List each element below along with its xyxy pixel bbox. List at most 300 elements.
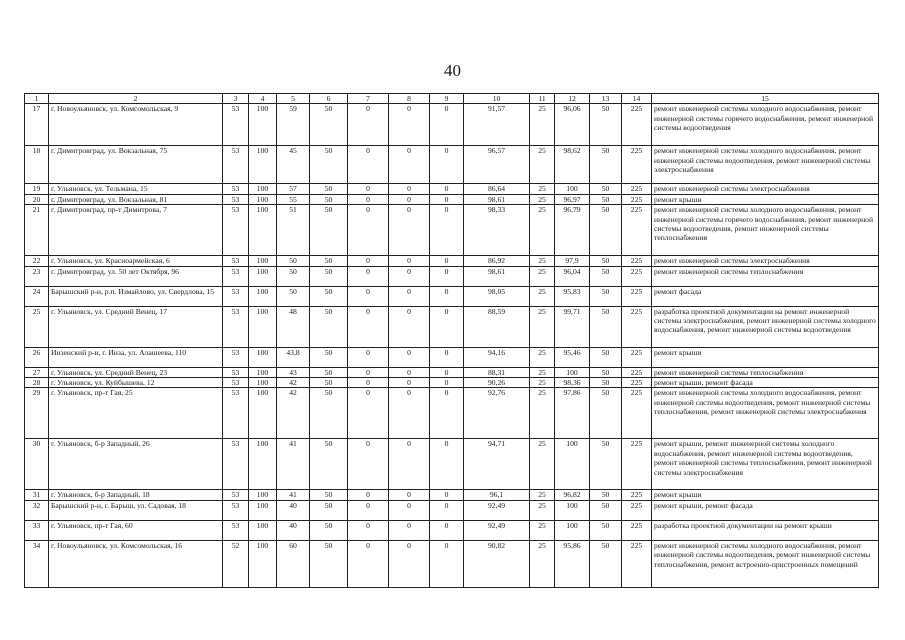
table-cell: 50 (590, 540, 622, 587)
table-cell: 100 (249, 256, 277, 266)
page-number: 40 (444, 61, 461, 80)
column-header: 1 (25, 94, 49, 104)
table-cell: 0 (389, 256, 430, 266)
works-cell: ремонт крыши (652, 490, 879, 500)
table-cell: 0 (348, 378, 389, 388)
table-cell: 0 (389, 286, 430, 306)
table-row (25, 490, 879, 500)
column-header: 7 (348, 94, 389, 104)
table-cell: 98,36 (555, 378, 590, 388)
table-cell: 86,92 (464, 256, 530, 266)
table-cell: 50 (310, 205, 348, 256)
table-cell: 0 (430, 388, 464, 439)
table-cell: 25 (530, 266, 555, 286)
table-cell: 100 (555, 367, 590, 377)
column-header: 2 (49, 94, 223, 104)
table-cell: 86,64 (464, 184, 530, 194)
table-cell: 98,61 (464, 266, 530, 286)
table-cell: 0 (430, 367, 464, 377)
table-cell: 25 (530, 205, 555, 256)
table-cell: 25 (530, 500, 555, 520)
table-row (25, 266, 879, 286)
table-cell: 95,46 (555, 347, 590, 367)
table-cell: 98,05 (464, 286, 530, 306)
table-cell: 22 (25, 256, 49, 266)
table-cell: 0 (430, 347, 464, 367)
table-cell: 0 (348, 439, 389, 490)
column-header: 12 (555, 94, 590, 104)
works-cell: ремонт инженерной системы холодного водоснабжения, ремонт инженерной системы водоотведения, ремонт инженерной системы теплоснабжения, ремонт встроенно-пристроенных помещений (652, 540, 879, 587)
table-cell: 50 (310, 490, 348, 500)
table-cell: 53 (223, 205, 249, 256)
address-cell: г. Новоульяновск, ул. Комсомольская, 9 (49, 104, 223, 146)
table-cell: 225 (622, 306, 652, 347)
table-cell: 0 (348, 388, 389, 439)
table-cell: 0 (389, 194, 430, 204)
table-cell: 50 (310, 266, 348, 286)
table-cell: 91,57 (464, 104, 530, 146)
table-cell: 100 (249, 347, 277, 367)
table-cell: 53 (223, 388, 249, 439)
table-cell: 225 (622, 256, 652, 266)
table-cell: 88,31 (464, 367, 530, 377)
works-cell: ремонт инженерной системы теплоснабжения (652, 367, 879, 377)
column-header: 9 (430, 94, 464, 104)
table-cell: 50 (590, 205, 622, 256)
table-cell: 0 (389, 490, 430, 500)
table-cell: 0 (348, 256, 389, 266)
table-cell: 0 (430, 490, 464, 500)
address-cell: г. Ульяновск, ул. Средний Венец, 17 (49, 306, 223, 347)
table-cell: 50 (310, 256, 348, 266)
table-cell: 0 (348, 540, 389, 587)
table-cell: 53 (223, 490, 249, 500)
address-cell: Инзенский р-н, г. Инза, ул. Алашеева, 110 (49, 347, 223, 367)
table-cell: 225 (622, 104, 652, 146)
table-cell: 50 (277, 266, 310, 286)
table-row (25, 520, 879, 540)
table-cell: 225 (622, 388, 652, 439)
table-cell: 225 (622, 266, 652, 286)
table-cell: 88,59 (464, 306, 530, 347)
works-cell: ремонт инженерной системы холодного водоснабжения, ремонт инженерной системы водоотведения, ремонт инженерной системы электроснабжения (652, 146, 879, 184)
address-cell: г. Ульяновск, пр-т Гая, 60 (49, 520, 223, 540)
table-cell: 100 (249, 367, 277, 377)
table-cell: 25 (530, 540, 555, 587)
address-cell: г. Димитровград, ул. 50 лет Октября, 96 (49, 266, 223, 286)
table-cell: 25 (530, 104, 555, 146)
table-cell: 50 (310, 367, 348, 377)
works-cell: разработка проектной документации на ремонт крыши (652, 520, 879, 540)
table-cell: 24 (25, 286, 49, 306)
table-cell: 0 (389, 306, 430, 347)
table-cell: 95,83 (555, 286, 590, 306)
table-cell: 53 (223, 520, 249, 540)
table-cell: 0 (389, 520, 430, 540)
table-cell: 0 (389, 378, 430, 388)
table-cell: 25 (530, 194, 555, 204)
table-row (25, 347, 879, 367)
table-cell: 50 (590, 286, 622, 306)
table-cell: 0 (430, 378, 464, 388)
address-cell: г. Ульяновск, ул. Красноармейская, 6 (49, 256, 223, 266)
table-cell: 25 (530, 490, 555, 500)
table-row (25, 146, 879, 184)
table-cell: 0 (430, 540, 464, 587)
table-cell: 50 (310, 146, 348, 184)
table-cell: 31 (25, 490, 49, 500)
table-cell: 100 (249, 388, 277, 439)
column-header: 8 (389, 94, 430, 104)
table-cell: 0 (389, 104, 430, 146)
table-cell: 50 (590, 194, 622, 204)
table-cell: 225 (622, 367, 652, 377)
works-cell: ремонт инженерной системы электроснабжения (652, 184, 879, 194)
address-cell: Барышский р-н, г. Барыш, ул. Садовая, 18 (49, 500, 223, 520)
column-header: 15 (652, 94, 879, 104)
table-cell: 96,06 (555, 104, 590, 146)
table-cell: 50 (310, 439, 348, 490)
table-cell: 50 (310, 540, 348, 587)
table-row (25, 367, 879, 377)
table-cell: 94,71 (464, 439, 530, 490)
table-cell: 0 (430, 104, 464, 146)
table-cell: 100 (249, 266, 277, 286)
table-cell: 50 (310, 500, 348, 520)
table-cell: 0 (348, 266, 389, 286)
table-cell: 53 (223, 194, 249, 204)
table-cell: 100 (249, 194, 277, 204)
table-row (25, 256, 879, 266)
works-cell: ремонт инженерной системы электроснабжения (652, 256, 879, 266)
column-header: 3 (223, 94, 249, 104)
table-cell: 0 (430, 520, 464, 540)
table-cell: 100 (249, 540, 277, 587)
address-cell: г. Новоульяновск, ул. Комсомольская, 16 (49, 540, 223, 587)
table-cell: 60 (277, 540, 310, 587)
table-cell: 50 (590, 266, 622, 286)
table-cell: 100 (555, 520, 590, 540)
table-cell: 96,57 (464, 146, 530, 184)
address-cell: г. Ульяновск, пр-т Гая, 25 (49, 388, 223, 439)
address-cell: г. Ульяновск, ул. Средний Венец, 23 (49, 367, 223, 377)
address-cell: г. Ульяновск, б-р Западный, 18 (49, 490, 223, 500)
table-cell: 96,82 (555, 490, 590, 500)
table-cell: 99,71 (555, 306, 590, 347)
table-cell: 225 (622, 490, 652, 500)
table-cell: 25 (530, 286, 555, 306)
table-cell: 53 (223, 378, 249, 388)
table-cell: 50 (590, 184, 622, 194)
table-cell: 57 (277, 184, 310, 194)
table-cell: 0 (389, 184, 430, 194)
table-cell: 92,49 (464, 500, 530, 520)
table-cell: 50 (310, 520, 348, 540)
table-cell: 100 (249, 378, 277, 388)
table-cell: 98,62 (555, 146, 590, 184)
table-cell: 96,04 (555, 266, 590, 286)
table-cell: 53 (223, 439, 249, 490)
table-cell: 100 (555, 439, 590, 490)
table-cell: 94,16 (464, 347, 530, 367)
table-cell: 0 (348, 347, 389, 367)
table-cell: 225 (622, 520, 652, 540)
table-cell: 0 (348, 500, 389, 520)
table-cell: 0 (389, 367, 430, 377)
table-cell: 100 (249, 490, 277, 500)
table-cell: 59 (277, 104, 310, 146)
table-cell: 225 (622, 500, 652, 520)
table-cell: 25 (25, 306, 49, 347)
table-row (25, 388, 879, 439)
table-cell: 225 (622, 205, 652, 256)
works-cell: ремонт крыши (652, 347, 879, 367)
table-cell: 50 (590, 378, 622, 388)
table-cell: 98,33 (464, 205, 530, 256)
column-header: 10 (464, 94, 530, 104)
table-cell: 0 (348, 306, 389, 347)
column-header: 5 (277, 94, 310, 104)
table-cell: 0 (430, 205, 464, 256)
table-cell: 20 (25, 194, 49, 204)
table-cell: 97,86 (555, 388, 590, 439)
header-row (25, 94, 879, 104)
table-cell: 30 (25, 439, 49, 490)
table-cell: 0 (348, 104, 389, 146)
table-cell: 34 (25, 540, 49, 587)
table-cell: 0 (430, 286, 464, 306)
table-cell: 100 (249, 306, 277, 347)
table-cell: 43 (277, 367, 310, 377)
table-cell: 0 (430, 184, 464, 194)
table-cell: 92,76 (464, 388, 530, 439)
table-cell: 53 (223, 266, 249, 286)
table-cell: 25 (530, 306, 555, 347)
table-cell: 225 (622, 439, 652, 490)
table-cell: 225 (622, 184, 652, 194)
table-cell: 25 (530, 388, 555, 439)
table-cell: 32 (25, 500, 49, 520)
table-cell: 25 (530, 256, 555, 266)
data-table (24, 93, 879, 588)
table-cell: 53 (223, 347, 249, 367)
works-cell: ремонт крыши, ремонт инженерной системы холодного водоснабжения, ремонт инженерной системы водоотведения, ремонт инженерной системы теплоснабжения, ремонт инженерной системы электроснабжения (652, 439, 879, 490)
table-cell: 25 (530, 439, 555, 490)
table-cell: 50 (590, 306, 622, 347)
table-cell: 95,86 (555, 540, 590, 587)
table-cell: 45 (277, 146, 310, 184)
table-cell: 100 (249, 286, 277, 306)
table-cell: 50 (310, 286, 348, 306)
table-cell: 90,82 (464, 540, 530, 587)
address-cell: г. Ульяновск, ул. Тельмана, 15 (49, 184, 223, 194)
table-cell: 100 (249, 184, 277, 194)
table-cell: 50 (590, 347, 622, 367)
table-cell: 29 (25, 388, 49, 439)
works-cell: ремонт инженерной системы холодного водоснабжения, ремонт инженерной системы горячего водоснабжения, ремонт инженерной системы водоотведения (652, 104, 879, 146)
table-cell: 53 (223, 184, 249, 194)
works-cell: ремонт фасада (652, 286, 879, 306)
table-cell: 92,49 (464, 520, 530, 540)
table-cell: 96,79 (555, 205, 590, 256)
works-cell: ремонт крыши, ремонт фасада (652, 500, 879, 520)
table-cell: 0 (430, 266, 464, 286)
table-row (25, 306, 879, 347)
table-row (25, 194, 879, 204)
table-cell: 0 (348, 286, 389, 306)
column-header: 13 (590, 94, 622, 104)
address-cell: г. Димитровград, пр-т Димитрова, 7 (49, 205, 223, 256)
table-cell: 100 (249, 439, 277, 490)
table-row (25, 104, 879, 146)
column-header: 4 (249, 94, 277, 104)
table-cell: 55 (277, 194, 310, 204)
table-cell: 0 (348, 146, 389, 184)
table-cell: 51 (277, 205, 310, 256)
address-cell: г. Димитровград, ул. Вокзальная, 75 (49, 146, 223, 184)
table-cell: 27 (25, 367, 49, 377)
table-cell: 40 (277, 500, 310, 520)
table-cell: 53 (223, 256, 249, 266)
works-cell: ремонт инженерной системы холодного водоснабжения, ремонт инженерной системы водоотведения, ремонт инженерной системы теплоснабжения, ремонт инженерной системы электроснабжения (652, 388, 879, 439)
table-cell: 33 (25, 520, 49, 540)
table-cell: 50 (590, 439, 622, 490)
table-cell: 0 (348, 205, 389, 256)
table-cell: 50 (277, 256, 310, 266)
table-cell: 0 (430, 306, 464, 347)
table-cell: 53 (223, 104, 249, 146)
works-cell: ремонт инженерной системы холодного водоснабжения, ремонт инженерной системы горячего водоснабжения, ремонт инженерной системы водоотведения, ремонт инженерной системы теплоснабжения (652, 205, 879, 256)
table-cell: 28 (25, 378, 49, 388)
table-cell: 25 (530, 520, 555, 540)
table-cell: 0 (389, 388, 430, 439)
table-cell: 50 (590, 490, 622, 500)
table-cell: 23 (25, 266, 49, 286)
table-row (25, 184, 879, 194)
table-cell: 90,26 (464, 378, 530, 388)
table-cell: 53 (223, 367, 249, 377)
address-cell: г. Ульяновск, ул. Куйбышева, 12 (49, 378, 223, 388)
table-cell: 53 (223, 500, 249, 520)
table-cell: 0 (348, 184, 389, 194)
column-header: 6 (310, 94, 348, 104)
table-cell: 225 (622, 286, 652, 306)
table-cell: 0 (430, 146, 464, 184)
table-cell: 50 (590, 500, 622, 520)
table-cell: 17 (25, 104, 49, 146)
table-cell: 42 (277, 388, 310, 439)
table-cell: 50 (310, 378, 348, 388)
table-cell: 100 (555, 500, 590, 520)
table-row (25, 439, 879, 490)
address-cell: г. Ульяновск, б-р Западный, 26 (49, 439, 223, 490)
table-cell: 50 (310, 194, 348, 204)
table-cell: 96,1 (464, 490, 530, 500)
table-cell: 43,8 (277, 347, 310, 367)
table-cell: 100 (249, 146, 277, 184)
table-cell: 0 (430, 194, 464, 204)
table-cell: 100 (555, 184, 590, 194)
table-cell: 48 (277, 306, 310, 347)
address-cell: г. Димитровград, ул. Вокзальная, 81 (49, 194, 223, 204)
table-row (25, 500, 879, 520)
works-cell: ремонт инженерной системы теплоснабжения (652, 266, 879, 286)
table-cell: 0 (389, 439, 430, 490)
table-row (25, 286, 879, 306)
works-cell: ремонт крыши, ремонт фасада (652, 378, 879, 388)
table-cell: 225 (622, 194, 652, 204)
table-cell: 53 (223, 306, 249, 347)
table-cell: 50 (590, 256, 622, 266)
table-cell: 0 (348, 490, 389, 500)
table-row (25, 378, 879, 388)
table-cell: 50 (590, 104, 622, 146)
table-row (25, 540, 879, 587)
table-cell: 50 (310, 306, 348, 347)
table-cell: 0 (389, 347, 430, 367)
table-cell: 50 (590, 367, 622, 377)
table-cell: 225 (622, 378, 652, 388)
table-cell: 97,9 (555, 256, 590, 266)
table-cell: 52 (223, 540, 249, 587)
table-cell: 0 (348, 194, 389, 204)
address-cell: Барышский р-н, р.п. Измайлово, ул. Свердлова, 15 (49, 286, 223, 306)
table-cell: 50 (590, 146, 622, 184)
table-cell: 100 (249, 520, 277, 540)
table-cell: 0 (430, 500, 464, 520)
table-cell: 50 (590, 388, 622, 439)
table-cell: 25 (530, 367, 555, 377)
table-cell: 225 (622, 540, 652, 587)
table-cell: 96,97 (555, 194, 590, 204)
table-cell: 26 (25, 347, 49, 367)
table-cell: 0 (348, 367, 389, 377)
table-cell: 50 (310, 104, 348, 146)
table-cell: 40 (277, 520, 310, 540)
table-cell: 53 (223, 146, 249, 184)
table-cell: 50 (310, 388, 348, 439)
table-cell: 0 (430, 256, 464, 266)
table-cell: 25 (530, 184, 555, 194)
works-cell: разработка проектной документации на ремонт инженерной системы электроснабжения, ремонт инженерной системы холодного водоснабжения, ремонт инженерной системы водоотведения (652, 306, 879, 347)
table-cell: 53 (223, 286, 249, 306)
table-cell: 0 (348, 520, 389, 540)
table-cell: 50 (590, 520, 622, 540)
table-cell: 0 (389, 146, 430, 184)
table-cell: 0 (389, 266, 430, 286)
works-cell: ремонт крыши (652, 194, 879, 204)
table-cell: 42 (277, 378, 310, 388)
table-cell: 0 (389, 205, 430, 256)
table-cell: 18 (25, 146, 49, 184)
table-cell: 225 (622, 347, 652, 367)
table-cell: 225 (622, 146, 652, 184)
table-cell: 25 (530, 378, 555, 388)
table-cell: 100 (249, 205, 277, 256)
table-cell: 50 (277, 286, 310, 306)
column-header: 14 (622, 94, 652, 104)
table-cell: 41 (277, 490, 310, 500)
table-cell: 25 (530, 146, 555, 184)
table-cell: 100 (249, 104, 277, 146)
table-cell: 21 (25, 205, 49, 256)
table-cell: 0 (430, 439, 464, 490)
table-cell: 100 (249, 500, 277, 520)
table-cell: 25 (530, 347, 555, 367)
column-header: 11 (530, 94, 555, 104)
table-cell: 0 (389, 540, 430, 587)
table-cell: 19 (25, 184, 49, 194)
